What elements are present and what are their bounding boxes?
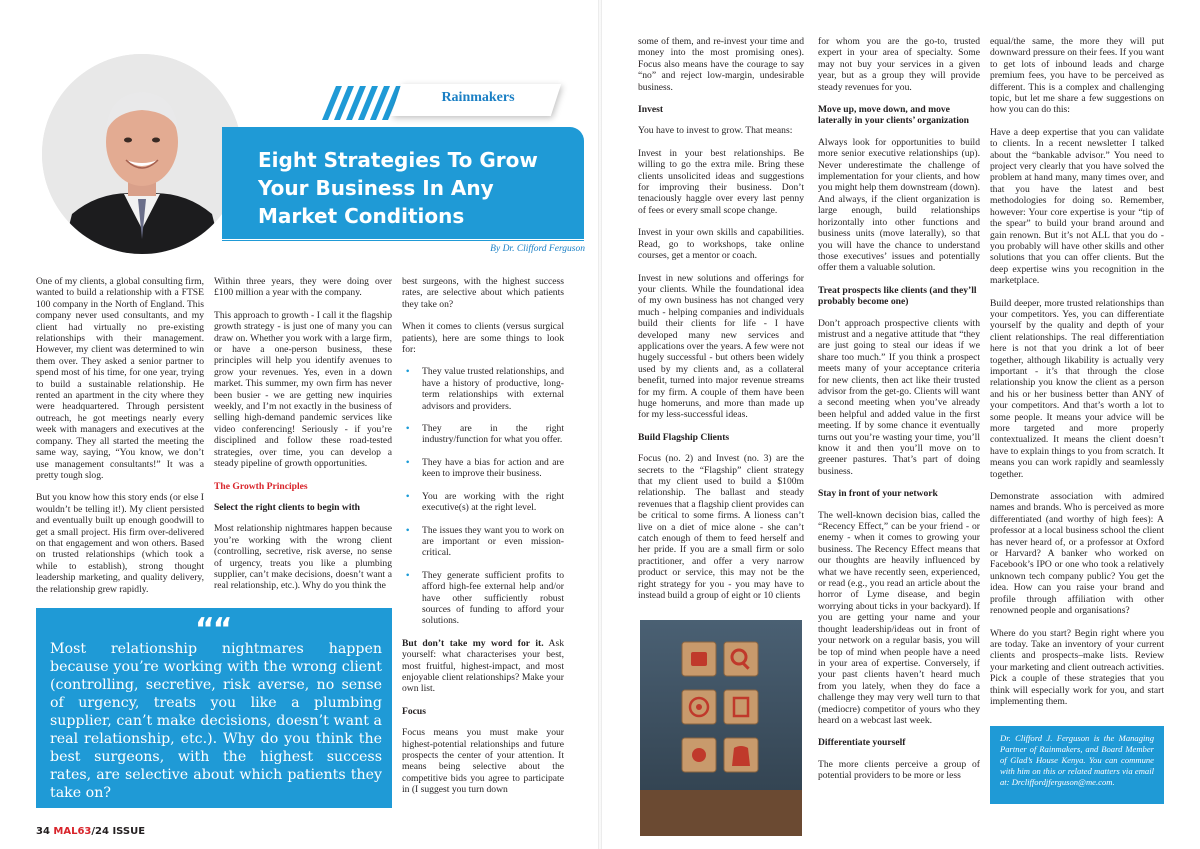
strategy-blocks-image — [640, 620, 802, 836]
paragraph: The well-known decision bias, called the “Recency Effect,” can be your friend - or enemy - when it comes to growing your business. The Recency Effect means that our thoughts are heavily influenced by what we have recently seen, experienced, or read (e.g., you read an article about the horror of Lyme disease, and begin worrying about ticks in your backyard). If you are getting your name and your thought leadership/ideas out in front of your network on a regular basis, you will be top of mind when people have a need in your area of expertise. Conversely, if your past clients haven’t heard much from you lately, when they do face a challenge they may very well turn to that (mediocre) competitor of yours who they heard on a webcast last week. — [818, 509, 980, 726]
paragraph: This approach to growth - I call it the flagship growth strategy - is just one of many you can draw on. Whether you work with a large firm, or have a one-person business, these principles will help you identify avenues to grow your revenues. Yes, even in a down market. This summer, my own firm has never been busier - we are getting new inquiries weekly, and I’m not exactly in the business of selling high-demand pandemic services like video conferencing! Seriously - if you’re disciplined and follow these road-tested strategies, over time, you can develop a steady pipeline of growth opportunities. — [214, 309, 392, 470]
author-portrait-image — [42, 54, 242, 254]
paragraph: When it comes to clients (versus surgical patients), here are some things to look for: — [402, 321, 564, 356]
wooden-blocks-illustration — [640, 620, 802, 836]
subheading: Differentiate yourself — [818, 737, 906, 749]
section-heading: The Growth Principles — [214, 480, 308, 492]
paragraph: Where do you start? Begin right where you are today. Take an inventory of your current clients and prospects–make lists. Review your marketing and client outreach activities. Pick a couple of these strategies that you think will especially work for you, and start implementing them. — [990, 627, 1164, 707]
left-column-3 — [402, 276, 564, 807]
page-footer — [36, 826, 145, 837]
pull-quote-text: Most relationship nightmares happen because you’re working with the wrong client (controlling, secretive, risk averse, no sense of urgency, treats you like a plumbing supplier, can’t make decisions, doesn’t want a real relationship, etc.). Why do you think the best surgeons, with the highest success rates, are selective about which patients they take on? — [50, 641, 382, 801]
page-gutter — [598, 0, 602, 849]
paragraph: Invest in new solutions and offerings for your clients. While the foundational idea of my own business has not changed very much - helping companies and individuals build their clients for life - I have developed many new services and applications over the years. A few were not hugely successful - but others been widely used by my clients and, as a collateral benefit, turned into major revenue streams for my firm. A couple of them have been huge homeruns, and more than made up for my less-successful ideas. — [638, 272, 804, 421]
subheading: Move up, move down, and move laterally in your clients’ organization — [818, 104, 969, 127]
paragraph: Invest in your own skills and capabilities. Read, go to workshops, take online courses, get a mentor or coach. — [638, 227, 804, 262]
title-line-2: Your Business In Any — [258, 176, 494, 200]
paragraph: Demonstrate association with admired names and brands. Who is perceived as more differentiated (and worthy of high fees): A professor at a local business school the client has never heard of, or a professor at Oxford or Harvard? A banker who worked on Facebook’s IPO or one who took a relatively unknown tech company public? You get the idea. How can you raise your brand and profile through affiliation with other renowned people and organisations? — [990, 491, 1164, 617]
client-criteria-list — [402, 366, 564, 626]
paragraph: Within three years, they were doing over £100 million a year with the company. — [214, 276, 392, 299]
paragraph: Focus (no. 2) and Invest (no. 3) are the secrets to the “Flagship” client strategy that my client used to build a $100m relationship. The ballast and steady revenues that a flagship client provides can be critical to some firms. A lioness can’t live on a diet of mice alone - she can’t catch enough of them to feed herself and her pride. If you are a small firm or solo practitioner, and offer a very narrow product or service, this may not be the right strategy for you - you may have to instead build a group of eight or 10 clients — [638, 453, 804, 602]
paragraph: some of them, and re-invest your time and money into the most promising ones). Focus also means have the courage to say “no” and reject low-margin, undesirable business. — [638, 36, 804, 93]
list-item: • You are working with the right executive(s) at the right level. — [402, 491, 564, 514]
subheading: Build Flagship Clients — [638, 431, 730, 443]
magazine-name: MAL63 — [53, 826, 92, 837]
subheading: Invest — [638, 104, 664, 116]
article-title — [258, 146, 568, 230]
list-item: • The issues they want you to work on are important or even mission-critical. — [402, 525, 564, 559]
page-number: 34 — [36, 826, 50, 837]
right-column-1 — [638, 36, 804, 612]
right-column-2 — [818, 36, 980, 793]
list-item: • They value trusted relationships, and have a history of productive, long-term relationships with external advisors and providers. — [402, 366, 564, 412]
title-line-3: Market Conditions — [258, 204, 465, 228]
byline-rule — [222, 240, 584, 241]
subheading: Stay in front of your network — [818, 488, 938, 500]
paragraph — [402, 638, 564, 695]
subheading: Select the right clients to begin with — [214, 501, 361, 513]
paragraph: Don’t approach prospective clients with mistrust and a negative attitude that “they are just going to steal our ideas if we share too much.” If you think a prospect meets many of your acceptance criteria for new clients, then act like their trusted advisor from the get-go. Clients will want a second meeting when you’ve already been helpful and added value in the first meeting. If by some chance it eventually turns out you’re wasting your time, you’ll know it and then you’ll move on to greener pastures. That’s part of doing business. — [818, 317, 980, 477]
list-item: • They have a bias for action and are keen to improve their business. — [402, 457, 564, 480]
subheading: Treat prospects like clients (and they’ll probably become one) — [818, 284, 977, 308]
paragraph: Invest in your best relationships. Be willing to go the extra mile. Bring these clients unsolicited ideas and suggestions for improving their business. Don’t tenaciously haggle over every last penny of fees or every small scope change. — [638, 147, 804, 216]
list-item: • They generate sufficient profits to afford high-fee external help and/or have other sufficiently robust sources of funding to afford your solutions. — [402, 570, 564, 627]
byline: By Dr. Clifford Ferguson — [490, 244, 585, 254]
list-item: • They are in the right industry/function for what you offer. — [402, 423, 564, 446]
bold-lead: But don’t take my word for it. — [402, 637, 544, 649]
author-bio-text: Dr. Clifford J. Ferguson is the Managing Partner of Rainmakers, and Board Member of Glad’s House Kenya. You can commune with him on this or related matters via email at: Drcliffordjferguson@me.com. — [1000, 733, 1154, 787]
left-column-1 — [36, 276, 204, 606]
right-column-3 — [990, 36, 1164, 718]
paragraph: best surgeons, with the highest success rates, are selective about which patients they take on? — [402, 276, 564, 310]
paragraph-rest: Ask yourself: what characterises your best, most fruitful, highest-impact, and most enjoyable client relationships? Make your own list. — [402, 637, 565, 695]
paragraph: Have a deep expertise that you can validate to clients. In a recent newsletter I talked about the “bankable advisor.” You need to project very clearly that you have solved the problem at hand many, many times over, and that you have the latest and best methodologies for doing so. Remember, however: Your core expertise is your “tip of the spear” to build your brand around and gain renown. But it’s not ALL that you do - you probably will have other skills and other solutions that you can offer clients. But the deep expertise wins you recognition in the marketplace. — [990, 126, 1164, 287]
subheading: Focus — [402, 705, 426, 717]
paragraph: Focus means you must make your highest-potential relationships and future prospects the center of your attention. It means being selective about the competitive bids you agree to participate in (I suggest you turn down — [402, 727, 564, 796]
section-label: Rainmakers — [441, 90, 515, 105]
paragraph: The more clients perceive a group of potential providers to be more or less — [818, 758, 980, 782]
paragraph: But you know how this story ends (or else I wouldn’t be telling it!). My client persisted and eventually built up enough goodwill to get a small project. His firm over-delivered on that engagement and won others. Based on trusted relationships (which took a while to establish), strong thought leadership marketing, and quality delivery, the relationship grew rapidly. — [36, 492, 204, 595]
paragraph: You have to invest to grow. That means: — [638, 125, 793, 137]
author-photo — [42, 54, 242, 254]
quote-mark-icon: ““ — [195, 612, 231, 647]
paragraph: equal/the same, the more they will put downward pressure on their fees. If you want to get lots of inbound leads and charge premium fees, you have to be perceived as different. This is a complex and challenging topic, but let me share a few suggestions on how you can do this: — [990, 36, 1164, 116]
paragraph: Always look for opportunities to build more senior executive relationships (up). Never underestimate the challenge of implementation for your clients, and how you might help them downstream (down). And always, if the client organization is large enough, build relationships horizontally into other functions and business units (move laterally), so that you will have the chance to understand those executives’ issues and potentially offer them a valuable solution. — [818, 136, 980, 274]
paragraph: One of my clients, a global consulting firm, wanted to build a relationship with a FTSE 100 company in the North of England. This company never used consultants, and my client had virtually no pre-existing relationships with their management. However, my client was determined to win them over. They asked a senior partner to spend most of his time, for one year, trying to build a sustainable relationship. He rented an apartment in the city where they were headquartered. Through persistent outreach, he got meetings nearly every week with managers and executives at the company. They all started the meeting the same way, saying, “You know, we don’t use management consultants!” It was a pretty tough slog. — [36, 276, 204, 481]
paragraph: Most relationship nightmares happen because you’re working with the wrong client (controlling, secretive, risk averse, no sense of urgency, treats you like a plumbing supplier, can’t make decisions, doesn’t want a real relationship, etc.). Why do you think the — [214, 523, 392, 592]
issue-label: /24 ISSUE — [91, 826, 146, 837]
paragraph: Build deeper, more trusted relationships than your competitors. Yes, you can differentiate yourself by the quality and depth of your client relationships. The real differentiation here is not that you drink a lot of beer together, although likability is actually very important - it’s that through the close relationship you know the client as a person and his or her business better than ANY of your competitors. And that’s worth a lot to some people. It means your advice will be more targeted and more properly contextualized. It means the client doesn’t have to explain things to you from scratch. It means you can work rapidly and seamlessly together. — [990, 297, 1164, 480]
paragraph: for whom you are the go-to, trusted expert in your area of specialty. Some may not buy your services in a given year, but as a group they will provide steady revenues for you. — [818, 36, 980, 93]
author-bio-box — [990, 726, 1164, 804]
left-column-2 — [214, 276, 392, 603]
title-line-1: Eight Strategies To Grow — [258, 148, 538, 172]
